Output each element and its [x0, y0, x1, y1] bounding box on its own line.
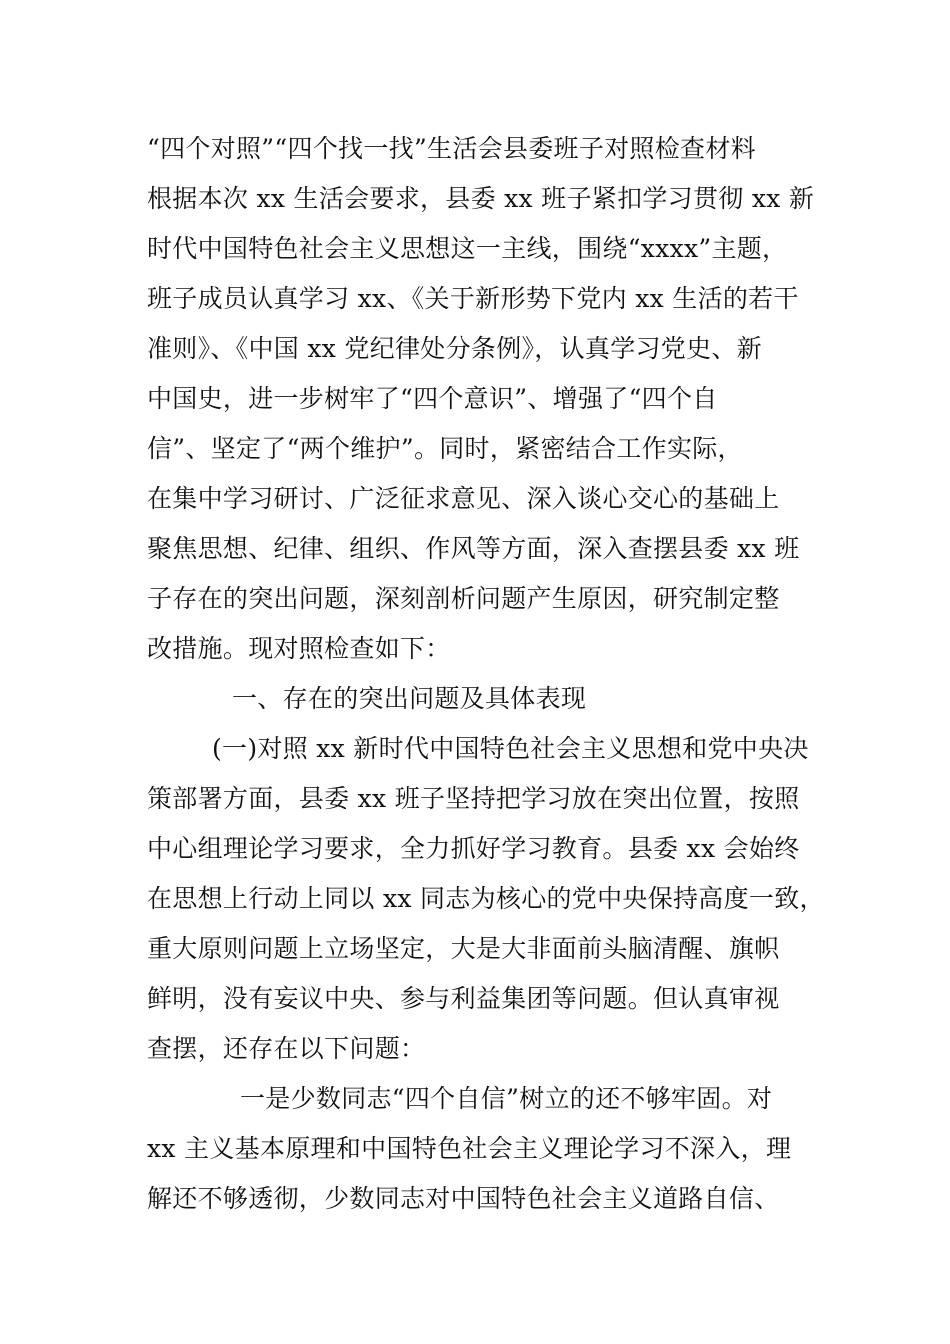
point-line-2: xx 主义基本原理和中国特色社会主义理论学习不深入，理	[147, 1134, 792, 1163]
intro-line-6: 信”、坚定了“两个维护”。同时，紧密结合工作实际，	[147, 434, 743, 463]
intro-line-4: 准则》、《中国 xx 党纪律处分条例》，认真学习党史、新	[147, 334, 762, 363]
intro-line-2: 时代中国特色社会主义思想这一主线，围绕“xxxx”主题，	[147, 234, 788, 263]
subsection-line-2: 策部署方面，县委 xx 班子坚持把学习放在突出位置，按照	[147, 784, 800, 813]
point-line-3: 解还不够透彻，少数同志对中国特色社会主义道路自信、	[147, 1184, 780, 1213]
subsection-line-1: (一)对照 xx 新时代中国特色社会主义思想和党中央决	[212, 734, 809, 763]
intro-line-3: 班子成员认真学习 xx、《关于新形势下党内 xx 生活的若干	[147, 284, 799, 313]
intro-line-9: 子存在的突出问题，深刻剖析问题产生原因，研究制定整	[147, 584, 780, 613]
subsection-line-5: 重大原则问题上立场坚定，大是大非面前头脑清醒、旗帜	[147, 934, 780, 963]
intro-line-1: 根据本次 xx 生活会要求，县委 xx 班子紧扣学习贯彻 xx 新	[147, 184, 815, 213]
intro-line-5: 中国史，进一步树牢了“四个意识”、增强了“四个自	[147, 384, 718, 413]
subsection-line-6: 鲜明，没有妄议中央、参与利益集团等问题。但认真审视	[147, 984, 780, 1013]
document-title: “四个对照”“四个找一找”生活会县委班子对照检查材料	[147, 134, 756, 163]
section-heading: 一、存在的突出问题及具体表现	[232, 684, 587, 713]
subsection-line-3: 中心组理论学习要求，全力抓好学习教育。县委 xx 会始终	[147, 834, 800, 863]
intro-line-10: 改措施。现对照检查如下：	[147, 634, 451, 663]
intro-line-7: 在集中学习研讨、广泛征求意见、深入谈心交心的基础上	[147, 484, 780, 513]
subsection-line-7: 查摆，还存在以下问题：	[147, 1034, 426, 1063]
point-line-1: 一是少数同志“四个自信”树立的还不够牢固。对	[240, 1084, 773, 1113]
intro-line-8: 聚焦思想、纪律、组织、作风等方面，深入查摆县委 xx 班	[147, 534, 800, 563]
subsection-line-4: 在思想上行动上同以 xx 同志为核心的党中央保持高度一致，	[147, 884, 825, 913]
